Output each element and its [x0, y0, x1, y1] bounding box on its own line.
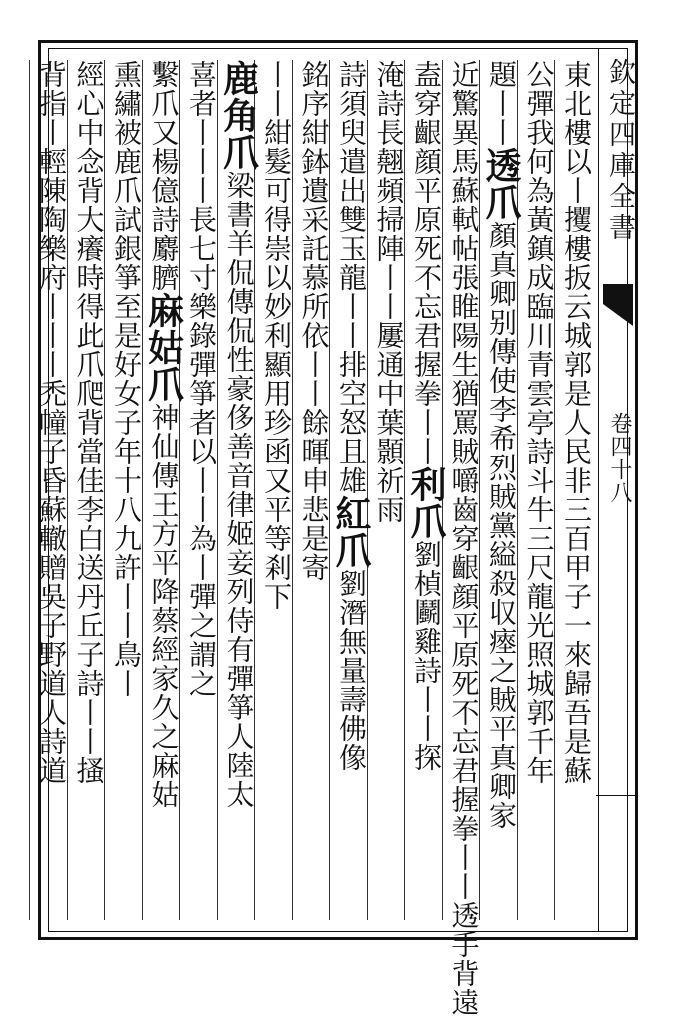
- column-text: 題丨丨: [485, 60, 518, 147]
- text-column: [256, 60, 296, 920]
- column-text: 劉楨鬬雞詩丨丨探: [410, 540, 443, 772]
- entry-heading: 紅爪: [330, 495, 372, 569]
- text-column: [556, 60, 596, 920]
- entry-heading: 鹿角爪: [217, 60, 260, 171]
- text-column: [294, 60, 334, 920]
- column-text: 繫爪又楊億詩麝臍: [147, 60, 181, 292]
- text-column: [444, 60, 484, 1017]
- column-text: 盍穿齦顔平原死不忘君握拳丨丨: [410, 60, 443, 466]
- column-text: 詩須臾遣出雙玉龍丨丨排空怒且雄: [335, 60, 368, 495]
- entry-heading: 利爪: [405, 466, 447, 540]
- column-text: 背指丨輕陳陶樂府丨丨丨禿幢子昏蘇轍贈吳子野道人詩道: [35, 60, 68, 785]
- column-text: 劉潛無量壽佛像: [335, 569, 368, 772]
- column-text: 梁書羊侃傳侃性豪侈善音律姬妾列侍有彈箏人陸太: [222, 171, 256, 809]
- text-column: [144, 60, 184, 920]
- text-column: [219, 60, 259, 920]
- entry-heading: 透爪: [480, 147, 522, 221]
- column-text: 顏真卿别傳使李希烈賊黨縊殺収瘞之賊平真卿家: [485, 221, 518, 830]
- text-column: [181, 60, 221, 920]
- entry-heading: 麻姑爪: [142, 292, 185, 403]
- book-title: 欽定四庫全書: [604, 58, 635, 244]
- volume-number: 卷四十八: [607, 412, 632, 504]
- text-column: [31, 60, 71, 920]
- column-text: 公彈我何為黃鎮成臨川青雲亭詩斗牛三尺龍光照城郭千年: [522, 60, 556, 785]
- text-column: [369, 60, 409, 920]
- column-text: 淹詩長翹頻掃陣丨丨屢通中葉顥祈雨: [372, 60, 406, 524]
- column-text: 經心中念背大癢時得此爪爬背當佳李白送丹丘子詩丨丨搔: [72, 60, 106, 785]
- column-text: 近驚異馬蘇軾帖張睢陽生猶罵賊嚼齒穿齦顔平原死不忘君握拳丨丨透手背遠: [447, 60, 481, 1017]
- column-rule: [29, 60, 30, 920]
- text-column: [406, 60, 446, 920]
- text-column: [106, 60, 146, 920]
- column-text: 東北樓以丨攫樓扳云城郭是人民非三百甲子一來歸吾是蘇: [560, 60, 593, 785]
- text-column: [69, 60, 109, 920]
- column-text: 喜者丨丨丨長七寸樂錄彈箏者以丨丨為丨彈之謂之: [185, 60, 218, 698]
- text-column: [481, 60, 521, 920]
- text-column: [519, 60, 559, 920]
- column-text: 神仙傳王方平降蔡經家久之麻姑: [147, 403, 181, 809]
- fishtail-mark-icon: [603, 284, 633, 326]
- column-text: 銘序紺鉢遺采託慕所依丨丨餘暉申悲是寄: [297, 60, 331, 582]
- margin-divider: [596, 795, 638, 796]
- column-text: 熏繡被鹿爪試銀箏至是好女子年十八九許丨丨鳥丨: [110, 60, 143, 698]
- column-text: 丨丨紺髮可得崇以妙利顯用珍函又平等剎下: [260, 60, 293, 611]
- text-column: [331, 60, 371, 920]
